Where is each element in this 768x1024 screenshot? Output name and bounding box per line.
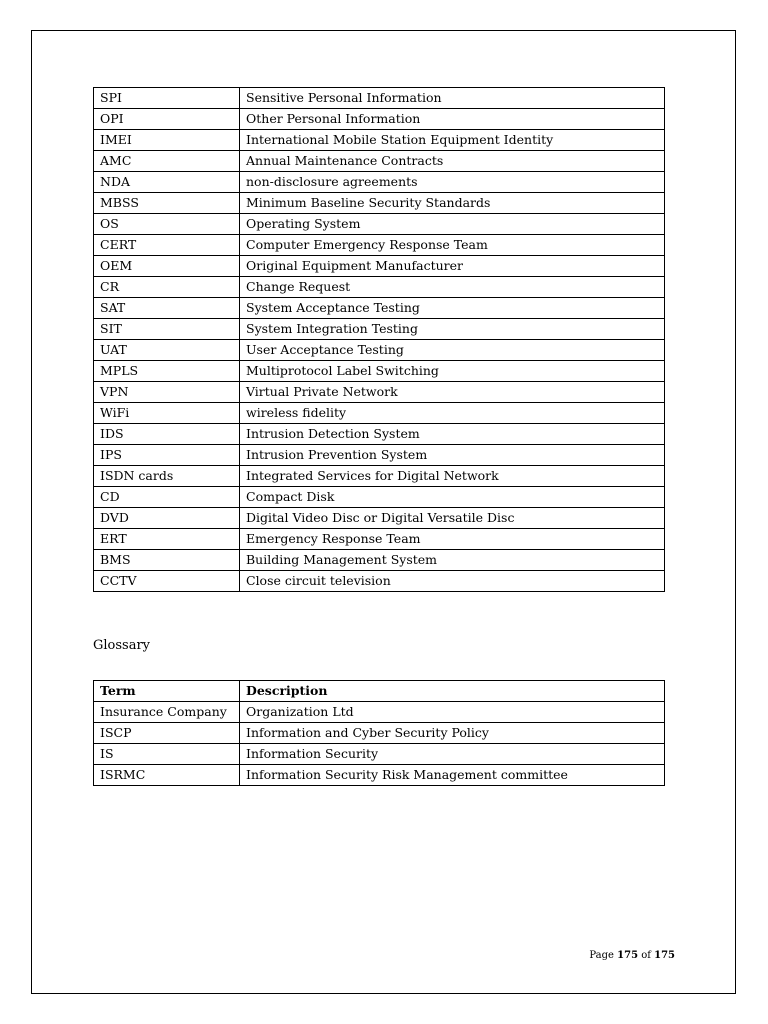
table-row (94, 424, 665, 445)
meaning-cell: Emergency Response Team (240, 529, 665, 550)
meaning-cell: Building Management System (240, 550, 665, 571)
table-row (94, 466, 665, 487)
abbreviation-cell: BMS (94, 550, 240, 571)
abbreviation-cell: MBSS (94, 193, 240, 214)
meaning-cell: Multiprotocol Label Switching (240, 361, 665, 382)
abbreviation-cell: CCTV (94, 571, 240, 592)
abbreviations-table (93, 87, 665, 592)
abbreviation-cell: WiFi (94, 403, 240, 424)
glossary-header-row (94, 681, 665, 702)
table-row (94, 151, 665, 172)
table-row (94, 550, 665, 571)
page-of-text: of (638, 950, 655, 961)
table-row (94, 702, 665, 723)
page-prefix: Page (589, 950, 618, 961)
meaning-cell: Original Equipment Manufacturer (240, 256, 665, 277)
glossary-term-cell: ISCP (94, 723, 240, 744)
abbreviation-cell: IMEI (94, 130, 240, 151)
table-row (94, 340, 665, 361)
table-row (94, 88, 665, 109)
glossary-term-cell: Insurance Company (94, 702, 240, 723)
meaning-cell: Integrated Services for Digital Network (240, 466, 665, 487)
abbreviation-cell: OS (94, 214, 240, 235)
abbreviation-cell: ERT (94, 529, 240, 550)
glossary-description-cell: Organization Ltd (240, 702, 665, 723)
page-footer (589, 950, 675, 961)
meaning-cell: Computer Emergency Response Team (240, 235, 665, 256)
meaning-cell: System Integration Testing (240, 319, 665, 340)
abbreviation-cell: SAT (94, 298, 240, 319)
glossary-heading: Glossary (93, 638, 151, 653)
table-row (94, 193, 665, 214)
meaning-cell: Intrusion Detection System (240, 424, 665, 445)
total-pages-number: 175 (654, 950, 675, 961)
meaning-cell: Sensitive Personal Information (240, 88, 665, 109)
table-row (94, 382, 665, 403)
meaning-cell: Compact Disk (240, 487, 665, 508)
table-row (94, 277, 665, 298)
current-page-number: 175 (617, 950, 639, 961)
table-row (94, 319, 665, 340)
table-row (94, 256, 665, 277)
abbreviation-cell: IPS (94, 445, 240, 466)
abbreviation-cell: OEM (94, 256, 240, 277)
glossary-header-description: Description (240, 681, 665, 702)
glossary-table (93, 680, 665, 786)
abbreviation-cell: CR (94, 277, 240, 298)
glossary-description-cell: Information Security (240, 744, 665, 765)
meaning-cell: Close circuit television (240, 571, 665, 592)
table-row (94, 130, 665, 151)
meaning-cell: Digital Video Disc or Digital Versatile Disc (240, 508, 665, 529)
meaning-cell: System Acceptance Testing (240, 298, 665, 319)
glossary-header-term: Term (94, 681, 240, 702)
abbreviation-cell: CERT (94, 235, 240, 256)
meaning-cell: International Mobile Station Equipment Identity (240, 130, 665, 151)
glossary-term-cell: IS (94, 744, 240, 765)
abbreviation-cell: SIT (94, 319, 240, 340)
abbreviation-cell: VPN (94, 382, 240, 403)
table-row (94, 109, 665, 130)
table-row (94, 298, 665, 319)
table-row (94, 445, 665, 466)
abbreviation-cell: SPI (94, 88, 240, 109)
meaning-cell: Minimum Baseline Security Standards (240, 193, 665, 214)
table-row (94, 744, 665, 765)
glossary-term-cell: ISRMC (94, 765, 240, 786)
table-row (94, 529, 665, 550)
table-row (94, 487, 665, 508)
table-row (94, 235, 665, 256)
abbreviation-cell: NDA (94, 172, 240, 193)
abbreviation-cell: IDS (94, 424, 240, 445)
abbreviation-cell: CD (94, 487, 240, 508)
table-row (94, 508, 665, 529)
table-row (94, 361, 665, 382)
meaning-cell: non-disclosure agreements (240, 172, 665, 193)
meaning-cell: Virtual Private Network (240, 382, 665, 403)
table-row (94, 571, 665, 592)
abbreviation-cell: AMC (94, 151, 240, 172)
meaning-cell: Intrusion Prevention System (240, 445, 665, 466)
meaning-cell: User Acceptance Testing (240, 340, 665, 361)
abbreviation-cell: MPLS (94, 361, 240, 382)
meaning-cell: Change Request (240, 277, 665, 298)
table-row (94, 172, 665, 193)
table-row (94, 214, 665, 235)
table-row (94, 723, 665, 744)
meaning-cell: Annual Maintenance Contracts (240, 151, 665, 172)
abbreviation-cell: UAT (94, 340, 240, 361)
abbreviation-cell: ISDN cards (94, 466, 240, 487)
meaning-cell: Operating System (240, 214, 665, 235)
glossary-description-cell: Information and Cyber Security Policy (240, 723, 665, 744)
meaning-cell: Other Personal Information (240, 109, 665, 130)
abbreviation-cell: OPI (94, 109, 240, 130)
abbreviation-cell: DVD (94, 508, 240, 529)
table-row (94, 765, 665, 786)
glossary-description-cell: Information Security Risk Management committee (240, 765, 665, 786)
table-row (94, 403, 665, 424)
meaning-cell: wireless fidelity (240, 403, 665, 424)
